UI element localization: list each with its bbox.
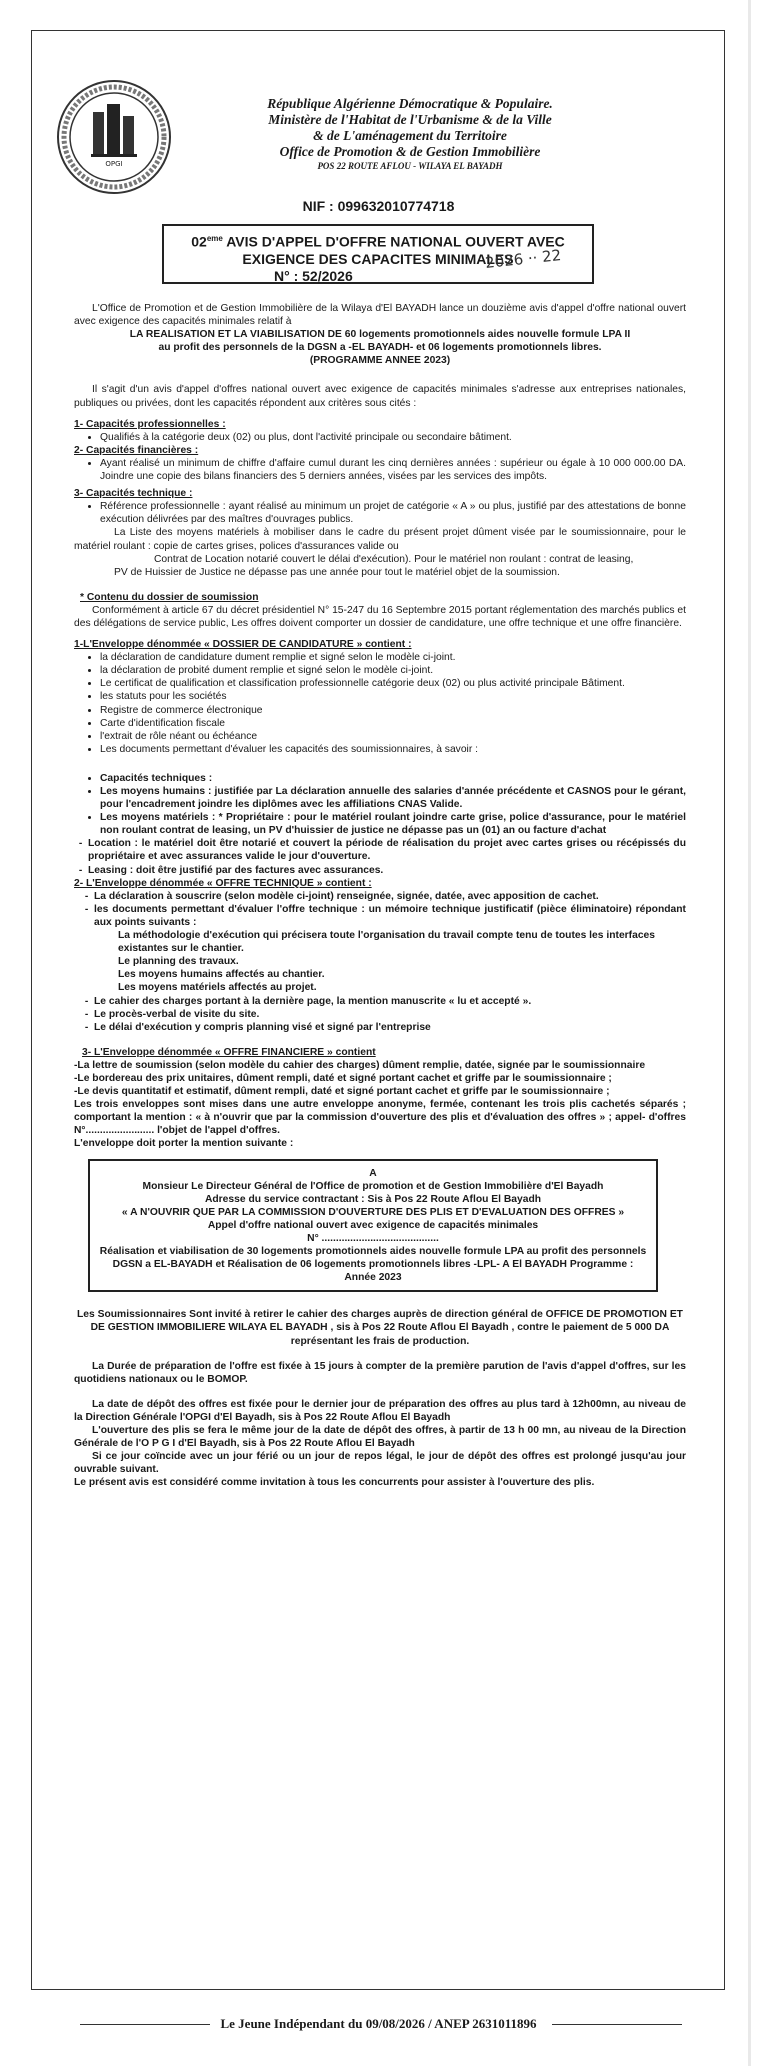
title-line1: AVIS D'APPEL D'OFFRE NATIONAL OUVERT AVEC <box>226 233 565 250</box>
eligibility-paragraph: Il s'agit d'un avis d'appel d'offres national ouvert avec exigence de capacités minimales s'adresse aux entreprises nationales, publiques ou privées, dont les capacités répondent aux critères sous cités : <box>74 384 686 409</box>
box-line: Réalisation et viabilisation de 30 logements promotionnels aides nouvelle formule LPA au profit des personnels DGSN a EL-BAYADH et Réalisation de 06 logements promotionnels libres -LPL- A El BAYADH Programme : Année 2023 <box>99 1246 647 1284</box>
publication-footer: Le Jeune Indépendant du 09/08/2026 / ANEP 2631011896 <box>220 2016 537 2031</box>
paragraph: L'enveloppe doit porter la mention suivante : <box>74 1138 294 1150</box>
project-title: LA REALISATION ET LA VIABILISATION DE 60 logements promotionnels aides nouvelle formule LPA II <box>129 329 631 341</box>
paragraph: Les trois enveloppes sont mises dans une autre enveloppe anonyme, fermée, contenant les trois plis cachetés séparés ; comportant la mention : « à n'ouvrir que par la commission d'ouverture des plis et d'évaluation des offres » ; appel- d'offres N°........................ l'objet de l'appel d'offres. <box>74 1099 686 1137</box>
title-ordinal-sup: eme <box>206 234 223 243</box>
technical-capacities-list <box>74 772 686 837</box>
box-line: Monsieur Le Directeur Général de l'Office de promotion et de Gestion Immobilière d'El Bayadh <box>142 1180 604 1192</box>
paragraph: -Le bordereau des prix unitaires, dûment rempli, daté et signé portant cachet et griffe par le soumissionnaire ; <box>74 1072 612 1084</box>
paragraph: Le présent avis est considéré comme invitation à tous les concurrents pour assister à l'ouverture des plis. <box>74 1477 595 1489</box>
list-item: • l'extrait de rôle néant ou échéance <box>100 730 686 743</box>
list-item: • Les moyens matériels : * Propriétaire : pour le matériel roulant joindre carte grise, police d'assurance, pour le matériel non roulant contrat de leasing, un PV d'huissier de justice ne dépasse pas un (01) an ou facture d'achat <box>100 811 686 837</box>
project-programme: (PROGRAMME ANNEE 2023) <box>309 355 451 367</box>
list-item: • les statuts pour les sociétés <box>100 690 686 703</box>
list-item: • Qualifiés à la catégorie deux (02) ou plus, dont l'activité principale ou secondaire bâtiment. <box>100 431 686 444</box>
list-item: • la déclaration de probité dument remplie et signé selon le modèle ci-joint. <box>100 664 686 677</box>
list-item: - Location : le matériel doit être notarié et couvert la période de réalisation du projet avec cartes grises ou récépissés du propriétaire et avec assurances valide le jour d'ouverture. <box>88 837 686 863</box>
paragraph: Conformément à article 67 du décret présidentiel N° 15-247 du 16 Septembre 2015 portant réglementation des marchés publics et des délégations de service public, Les offres doivent comporter un dossier de candidature, une offre technique et une offre financière. <box>74 604 686 629</box>
list-item: - Le délai d'exécution y compris planning visé et signé par l'entreprise <box>94 1021 686 1034</box>
section-heading: * Contenu du dossier de soumission <box>80 591 259 603</box>
paragraph: La Durée de préparation de l'offre est fixée à 15 jours à compter de la première parution de l'avis d'appel d'offres, sur les quotidiens nationaux ou le BOMOP. <box>74 1360 686 1385</box>
list-item: • Carte d'identification fiscale <box>100 717 686 730</box>
opgi-seal-logo <box>55 78 173 196</box>
box-line: A <box>369 1167 377 1179</box>
list-item: - Le cahier des charges portant à la dernière page, la mention manuscrite « lu et accepté ». <box>94 995 686 1008</box>
header-line: & de L'aménagement du Territoire <box>313 128 507 143</box>
list-item: - Leasing : doit être justifié par des factures avec assurances. <box>88 864 686 877</box>
list-item: • Capacités techniques : <box>100 772 686 785</box>
rental-list <box>74 837 686 876</box>
handwritten-date: 2026 ·· 22 <box>484 246 563 272</box>
list-item: - La déclaration à souscrire (selon modèle ci-joint) renseignée, signée, datée, avec apposition de cachet. <box>94 890 686 903</box>
financial-offer-block <box>74 1059 686 1151</box>
header-line: Office de Promotion & de Gestion Immobilière <box>279 144 541 159</box>
candidature-list <box>74 651 686 756</box>
section-heading: 2- Capacités financières : <box>74 444 199 456</box>
box-line: N° ......................................... <box>307 1233 439 1244</box>
paragraph: La méthodologie d'exécution qui précisera toute l'organisation du travail compte tenu de toutes les interfaces existantes sur le chantier. <box>118 930 656 955</box>
list-item: • Le certificat de qualification et classification professionnelle catégorie deux (02) ou plus activité principale Bâtiment. <box>100 677 686 690</box>
paragraph: La Liste des moyens matériels à mobiliser dans le cadre du présent projet dûment visée par le soumissionnaire, pour le matériel roulant : copie de cartes grises, polices d'assurances valide ou <box>74 527 686 552</box>
box-line: Adresse du service contractant : Sis à Pos 22 Route Aflou El Bayadh <box>204 1193 542 1205</box>
header-address: POS 22 ROUTE AFLOU - WILAYA EL BAYADH <box>317 161 503 171</box>
section-heading: 3- L'Enveloppe dénommée « OFFRE FINANCIERE » contient <box>82 1046 376 1058</box>
paragraph: Si ce jour coïncide avec un jour férié ou un jour de repos légal, le jour de dépôt des offres est prolongé jusqu'au jour ouvrable suivant. <box>74 1451 686 1476</box>
paragraph: PV de Huissier de Justice ne dépasse pas une année pour tout le matériel objet de la soumission. <box>114 566 560 578</box>
paragraph: -Le devis quantitatif et estimatif, dûment rempli, daté et signé portant cachet et griffe par le soumissionnaire ; <box>74 1086 610 1098</box>
box-line: Appel d'offre national ouvert avec exigence de capacités minimales <box>207 1219 539 1231</box>
title-ordinal: 02 <box>191 233 207 250</box>
closing-block <box>74 1308 686 1489</box>
page-edge <box>748 0 751 2066</box>
section-heading: 1- Capacités professionnelles : <box>74 418 226 430</box>
envelope-label-box <box>88 1159 658 1293</box>
technical-offer-list <box>74 890 686 929</box>
paragraph: L'ouverture des plis se fera le même jour de la date de dépôt des offres, à partir de 13 h 00 mn, au niveau de la Direction Générale de l'O P G I d'El Bayadh, sis à Pos 22 Route Aflou El Bayadh <box>74 1425 686 1450</box>
technical-offer-list-2 <box>74 995 686 1034</box>
notice-body <box>74 302 686 1490</box>
list-item: - les documents permettant d'évaluer l'offre technique : un mémoire technique justificatif (pièce éliminatoire) répondant aux points suivants : <box>94 903 686 929</box>
header-line: République Algérienne Démocratique & Populaire. <box>267 96 553 111</box>
section-heading: 1-L'Enveloppe dénommée « DOSSIER DE CANDIDATURE » contient : <box>74 639 412 651</box>
paragraph: Les moyens matériels affectés au projet. <box>118 982 317 994</box>
paragraph: Les Soumissionnaires Sont invité à retirer le cahier des charges auprès de direction général de OFFICE DE PROMOTION ET DE GESTION IMMOBILIERE WILAYA EL BAYADH , sis à Pos 22 Route Aflou El Bayadh , contre le paiement de 5 000 DA représentant les frais de production. <box>77 1309 683 1347</box>
paragraph: La date de dépôt des offres est fixée pour le dernier jour de préparation des offres au plus tard à 12h00mn, au niveau de la Direction Générale l'OPGI d'El Bayadh, sis à Pos 22 Route Aflou El Bayadh <box>74 1398 686 1423</box>
ministry-header <box>210 96 610 172</box>
section-heading: 3- Capacités technique : <box>74 488 193 500</box>
paragraph: Le planning des travaux. <box>118 956 239 968</box>
list-item: • la déclaration de candidature dument remplie et signé selon le modèle ci-joint. <box>100 651 686 664</box>
list-item: • Les moyens humains : justifiée par La déclaration annuelle des salaries d'année précédente et CASNOS pour le gérant, pour l'encadrement joindre les diplômes avec les affiliations CNAS Valide. <box>100 785 686 811</box>
paragraph: -La lettre de soumission (selon modèle du cahier des charges) dûment remplie, datée, signée par le soumissionnaire <box>74 1059 646 1071</box>
section-heading: 2- L'Enveloppe dénommée « OFFRE TECHNIQUE » contient : <box>74 877 372 889</box>
header-line: Ministère de l'Habitat de l'Urbanisme & de la Ville <box>268 112 552 127</box>
nif-number: NIF : 099632010774718 <box>302 198 455 214</box>
intro-paragraph: L'Office de Promotion et de Gestion Immobilière de la Wilaya d'El BAYADH lance un douzième avis d'appel d'offre national ouvert avec exigence des capacités minimales relatif à <box>74 303 686 328</box>
project-beneficiary: au profit des personnels de la DGSN a -EL BAYADH- et 06 logements promotionnels libres. <box>158 342 602 354</box>
list-item: • Registre de commerce électronique <box>100 704 686 717</box>
list-item: • Ayant réalisé un minimum de chiffre d'affaire cumul durant les cinq dernières années : supérieur ou égale à 10 000 000.00 DA. Joindre une copie des bilans financiers des 5 derniers années, visées par les services des impôts. <box>100 457 686 483</box>
list-item: • Référence professionnelle : ayant réalisé au minimum un projet de catégorie « A » ou plus, justifié par des attestations de bonne exécution délivrées par des maîtres d'ouvrages publics. <box>100 500 686 526</box>
title-number: N° : 52/2026 <box>274 267 353 284</box>
memoire-points <box>74 929 686 994</box>
paragraph: Contrat de Location notarié couvert le délai d'exécution). Pour le matériel non roulant : contrat de leasing, <box>154 553 634 565</box>
svg-text:OPGI: OPGI <box>105 160 123 168</box>
box-line: « A N'OUVRIR QUE PAR LA COMMISSION D'OUVERTURE DES PLIS ET D'EVALUATION DES OFFRES » <box>121 1206 625 1218</box>
paragraph: Les moyens humains affectés au chantier. <box>118 969 325 981</box>
title-line2: EXIGENCE DES CAPACITES MINIMALES <box>242 250 514 267</box>
list-item: • Les documents permettant d'évaluer les capacités des soumissionnaires, à savoir : <box>100 743 686 756</box>
list-item: - Le procès-verbal de visite du site. <box>94 1008 686 1021</box>
